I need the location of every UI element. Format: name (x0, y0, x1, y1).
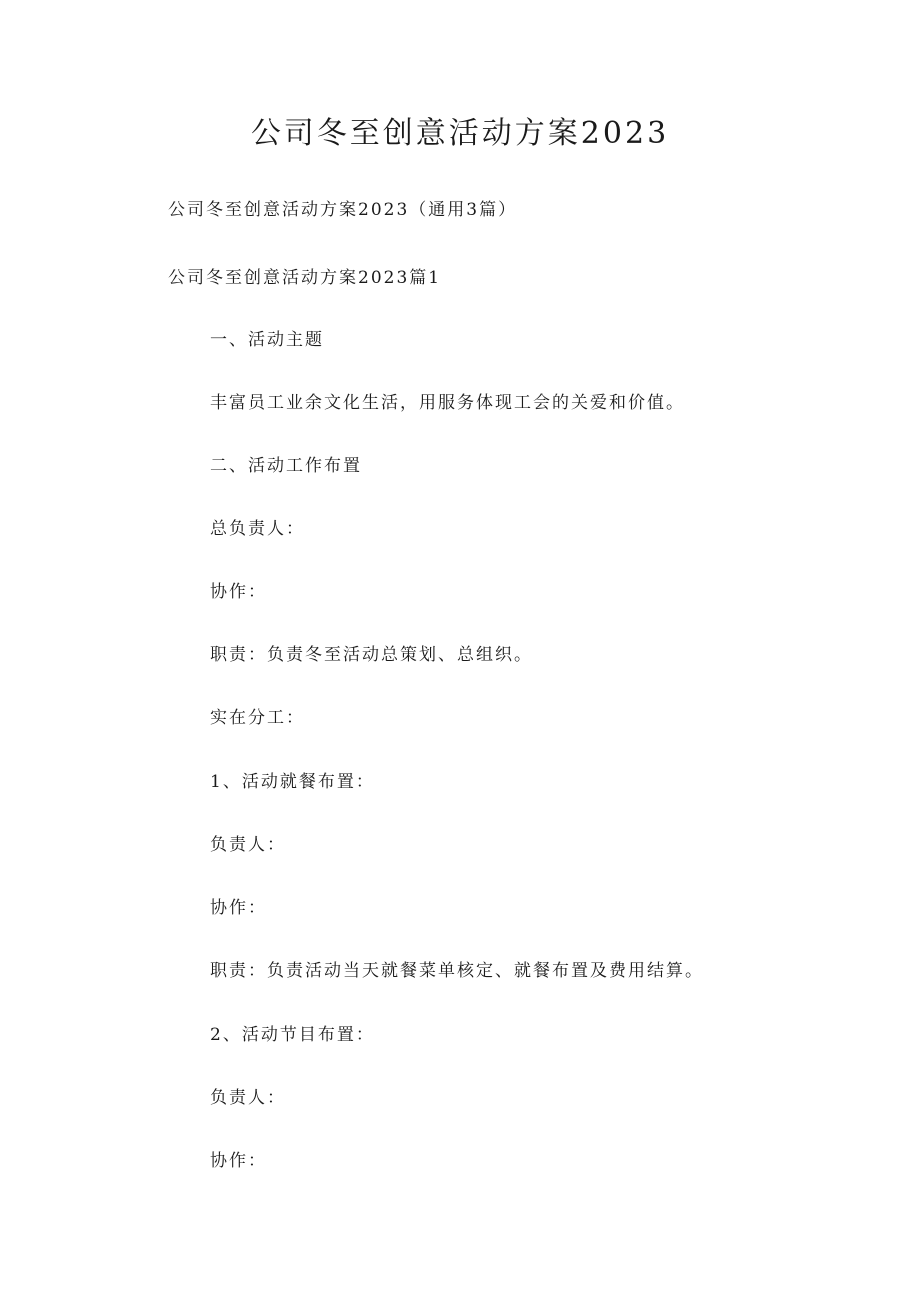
paragraph-collaboration: 协作： (210, 582, 267, 602)
section-heading: 公司冬至创意活动方案2023篇1 (168, 268, 442, 288)
paragraph-dining-collaboration: 协作： (210, 898, 267, 918)
document-title: 公司冬至创意活动方案2023 (250, 116, 670, 151)
paragraph-activity-theme-heading: 一、活动主题 (210, 330, 324, 350)
paragraph-dining-responsible: 负责人： (210, 835, 286, 855)
paragraph-program-responsible: 负责人： (210, 1088, 286, 1108)
paragraph-chief-responsible: 总负责人： (210, 519, 305, 539)
paragraph-dining-arrangement: 1、活动就餐布置： (210, 772, 375, 792)
paragraph-program-arrangement: 2、活动节目布置： (210, 1025, 375, 1045)
paragraph-duties: 职责：负责冬至活动总策划、总组织。 (210, 645, 533, 665)
document-subtitle: 公司冬至创意活动方案2023（通用3篇） (168, 200, 518, 220)
paragraph-work-arrangement-heading: 二、活动工作布置 (210, 456, 362, 476)
paragraph-program-collaboration: 协作： (210, 1151, 267, 1171)
paragraph-division-of-work: 实在分工： (210, 708, 305, 728)
paragraph-dining-duties: 职责：负责活动当天就餐菜单核定、就餐布置及费用结算。 (210, 961, 704, 981)
paragraph-activity-theme: 丰富员工业余文化生活，用服务体现工会的关爱和价值。 (210, 393, 685, 413)
